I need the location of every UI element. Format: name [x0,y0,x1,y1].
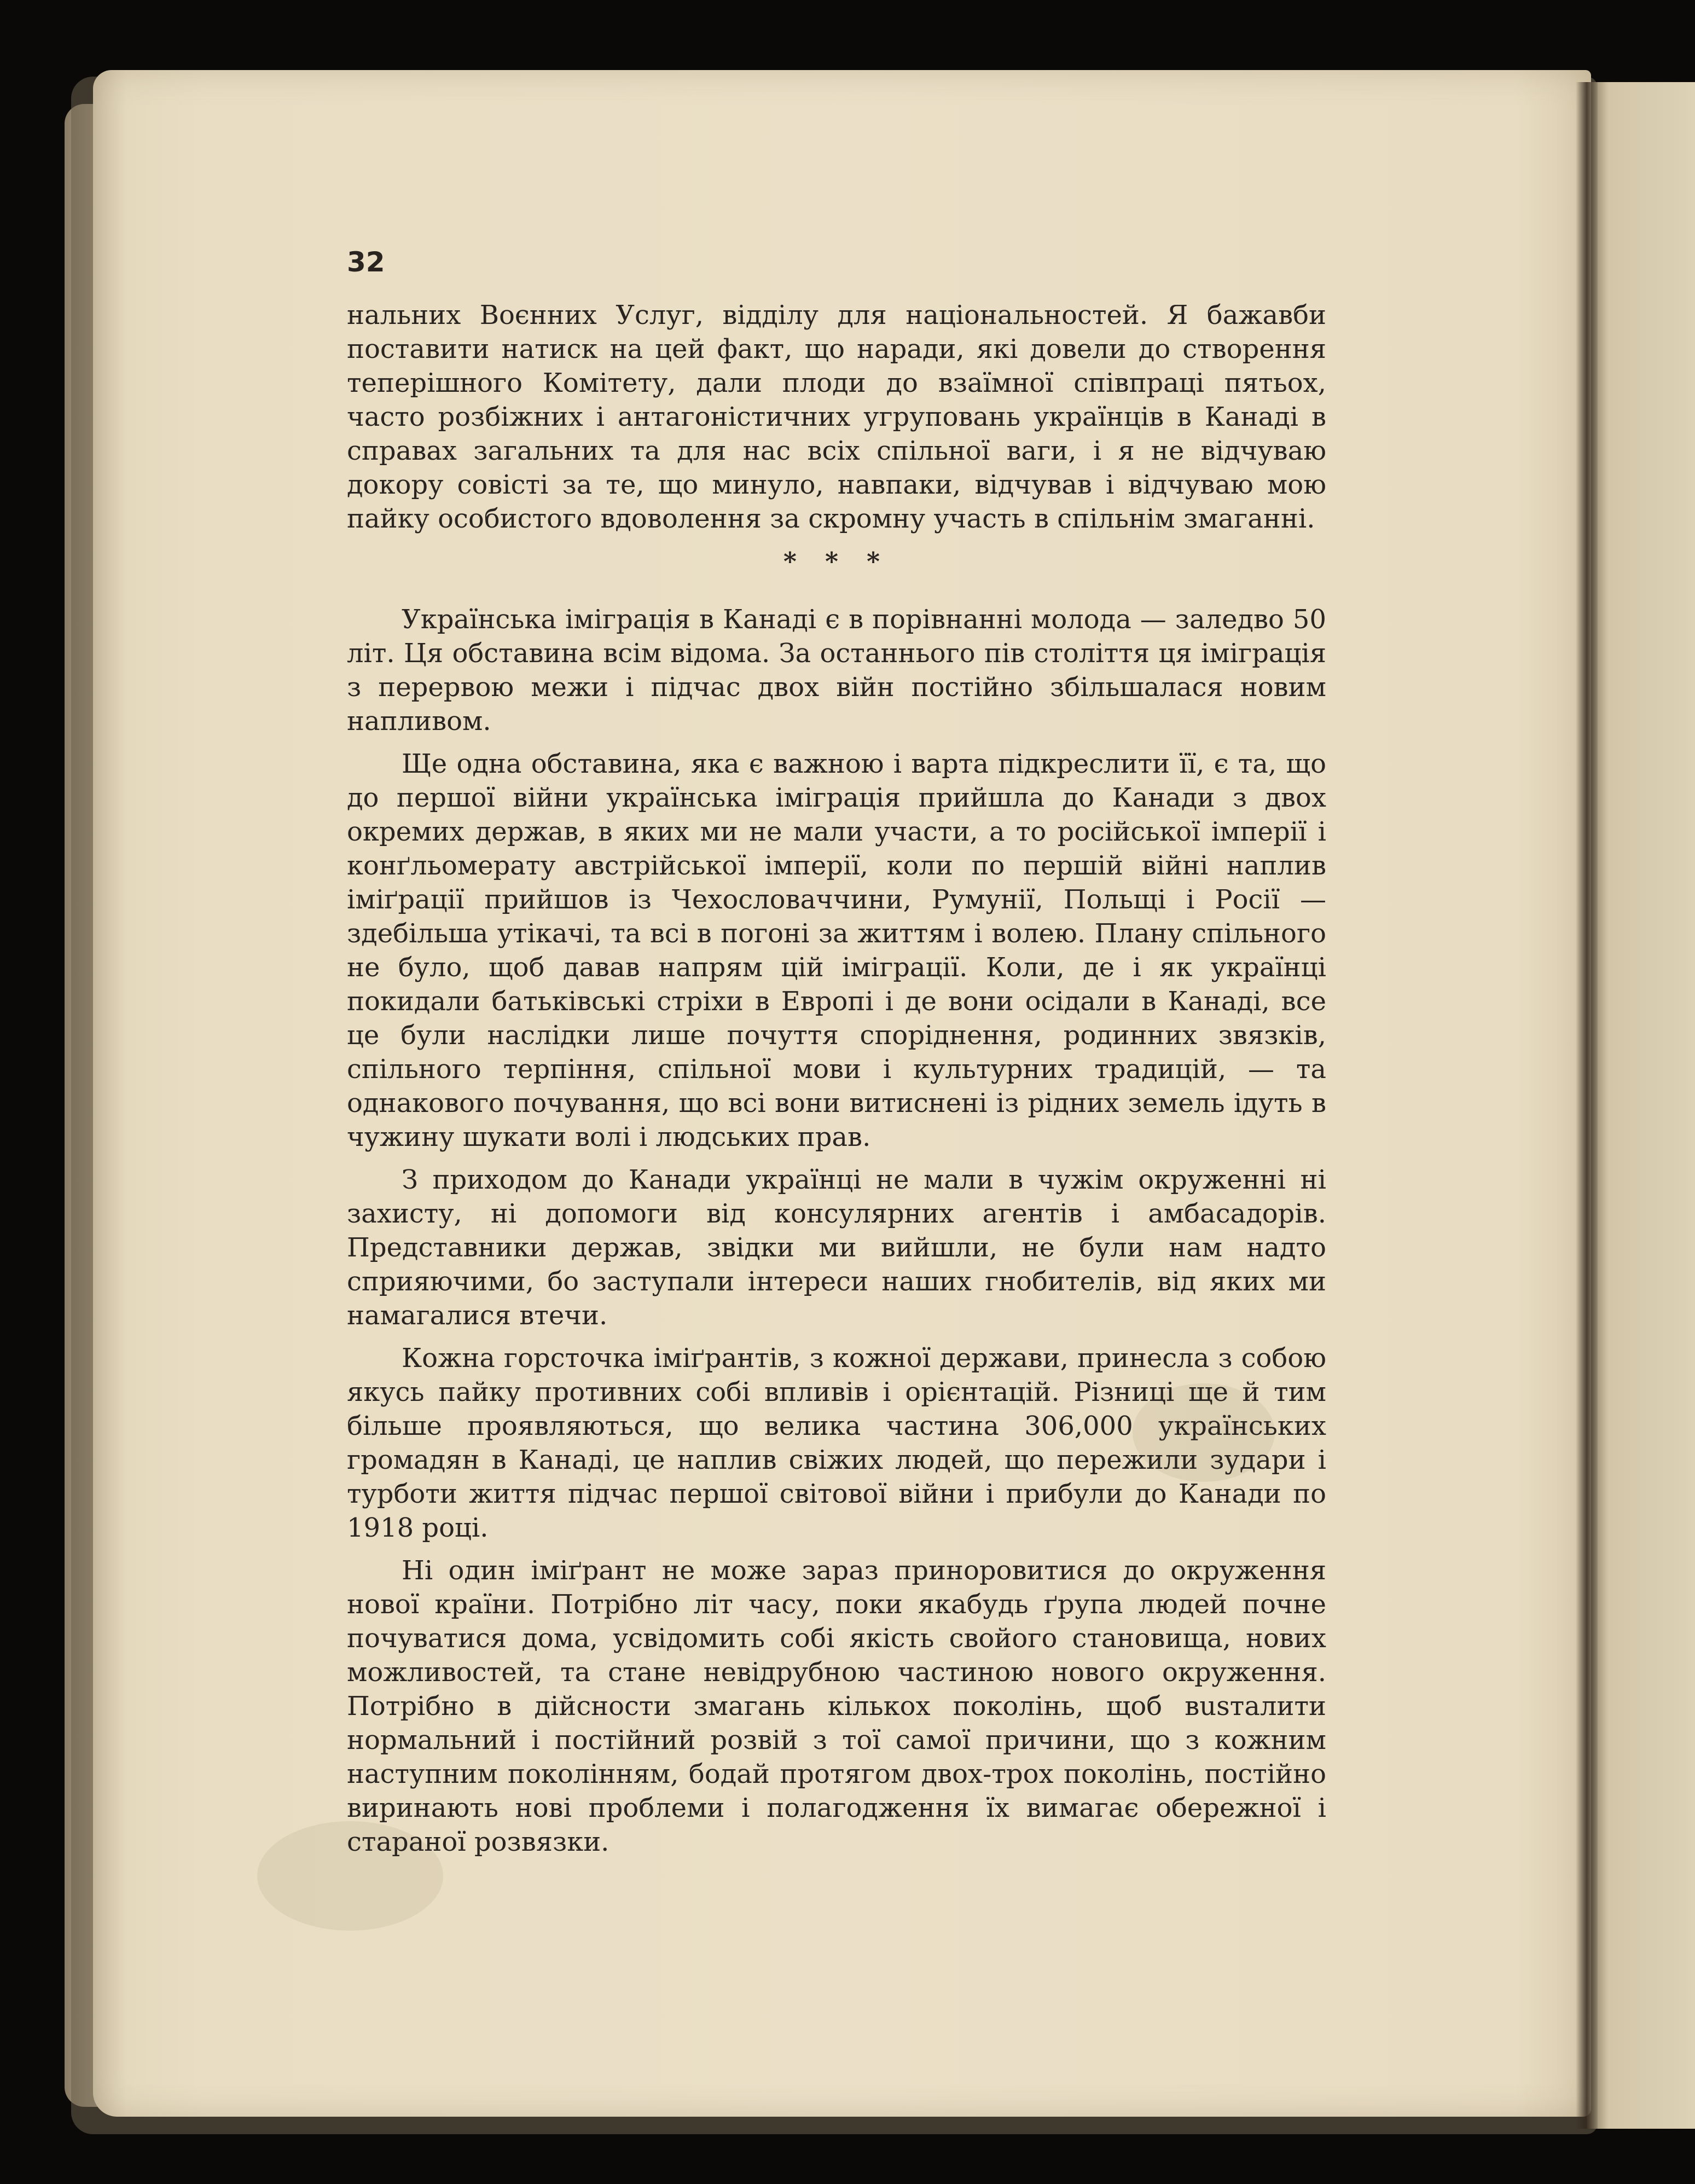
paragraph-continued: нальних Воєнних Услуг, відділу для національностей. Я бажавби поставити натиск на цей факт, що наради, які довели до створення теперішного Комітету, дали плоди до взаїмної співпраці пятьох, часто розбіжних і антагоністичних угруповань українців в Канаді в справах загальних та для нас всіх спільної ваги, і я не відчуваю докору совісті за те, що минуло, навпаки, відчував і відчуваю мою пайку особистого вдоволення за скромну участь в спільнім змаганні. [347,300,1326,534]
page-body [347,298,1326,1868]
paragraph: Українська іміграція в Канаді є в порівнанні молода — заледво 50 літ. Ця обставина всім відома. За останнього пів століття ця іміграція з перервою межи і підчас двох війн постійно збільшалася новим напливом. [347,604,1326,737]
facing-page-edge [1587,82,1695,2129]
paragraph: Кожна горсточка іміґрантів, з кожної держави, принесла з собою якусь пайку противних собі впливів і орієнтацій. Різниці ще й тим більше проявляються, що велика частина 306,000 українських громадян в Канаді, це наплив свіжих людей, що пережили зудари і турботи життя підчас першої світової війни і прибули до Канади по 1918 році. [347,1343,1326,1543]
paragraph: Ні один іміґрант не може зараз приноровитися до окруження нової країни. Потрібно літ часу, поки якабудь ґрупа людей почне почуватися дома, усвідомить собі якість свойого становища, нових можливостей, та стане невідрубною частиною нового окруження. Потрібно в дійсности змагань кількох поколінь, щоб вusталити нормальний і постійний розвій з тої самої причини, що з кожним наступним поколінням, бодай протягом двох-трох поколінь, постійно виринають нові проблеми і полагодження їх вимагає обережної і стараної розвязки. [347,1555,1326,1857]
paragraph: З приходом до Канади українці не мали в чужім окруженні ні захисту, ні допомоги від консулярних агентів і амбасадорів. Представники держав, звідки ми вийшли, не були нам надто сприяючими, бо заступали інтереси наших гнобителів, від яких ми намагалися втечи. [347,1165,1326,1331]
paragraph: Ще одна обставина, яка є важною і варта підкреслити її, є та, що до першої війни українська іміграція прийшла до Канади з двох окремих держав, в яких ми не мали участи, а то російської імперії і конґльомерату австрійської імперії, коли по першій війні наплив іміґрації прийшов із Чехословаччини, Румунії, Польщі і Росії — здебільша утікачі, та всі в погоні за життям і волею. Плану спільного не було, щоб давав напрям цій іміграції. Коли, де і як українці покидали батьківські стріхи в Европі і де вони осідали в Канаді, все це були наслідки лише почуття споріднення, родинних звязків, спільного терпіння, спільної мови і культурних традицій, — та однакового почування, що всі вони витиснені із рідних земель ідуть в чужину шукати волі і людських прав. [347,749,1326,1152]
book-gutter [1576,82,1598,2129]
page-number: 32 [347,246,385,278]
section-separator: * * * [783,547,890,576]
